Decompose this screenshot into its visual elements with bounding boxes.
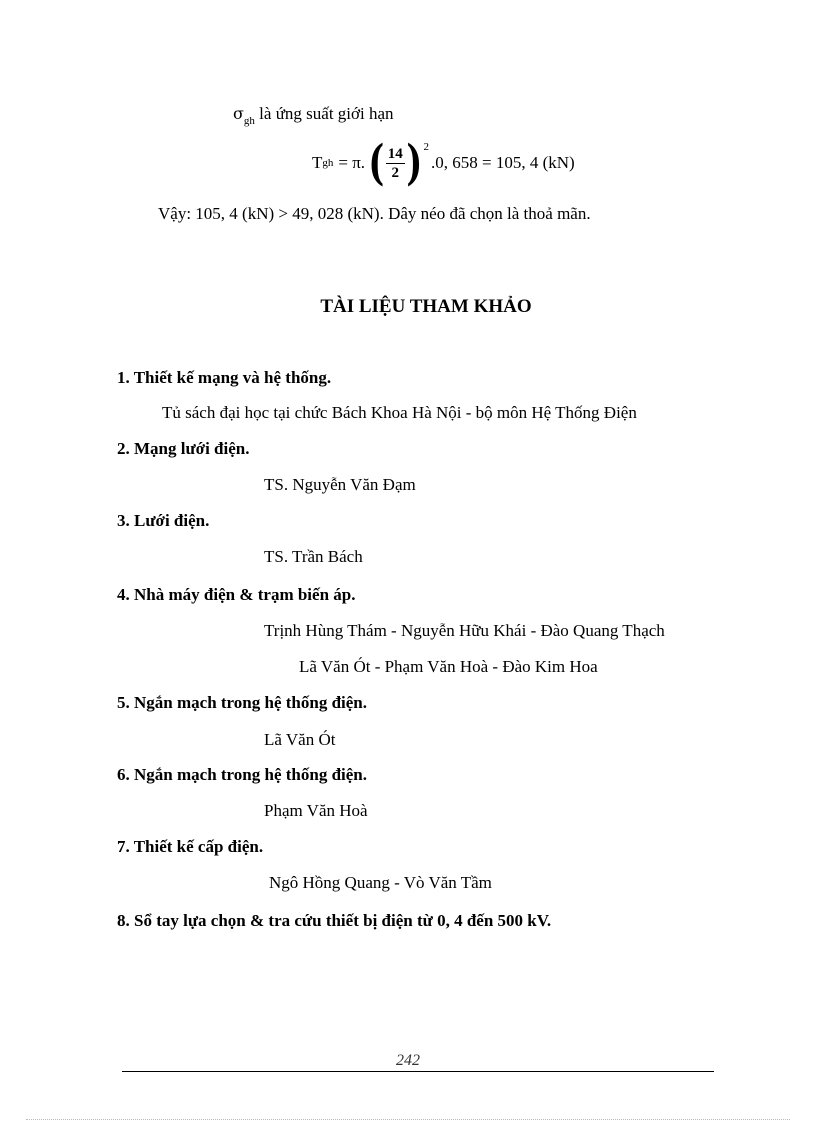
t-symbol: T bbox=[312, 153, 323, 172]
right-paren: ) bbox=[406, 135, 423, 191]
equation-pre: = π. bbox=[338, 153, 366, 172]
reference-author-2: TS. Nguyễn Văn Đạm bbox=[264, 475, 416, 494]
left-paren: ( bbox=[368, 135, 385, 191]
conclusion-text: Vậy: 105, 4 (kN) > 49, 028 (kN). Dây néo đã chọn là thoả mãn. bbox=[158, 204, 591, 223]
reference-author-1: Tủ sách đại học tại chức Bách Khoa Hà Nội - bộ môn Hệ Thống Điện bbox=[162, 403, 637, 422]
reference-title-5: 5. Ngắn mạch trong hệ thống điện. bbox=[117, 693, 367, 712]
reference-title-6: 6. Ngắn mạch trong hệ thống điện. bbox=[117, 765, 367, 784]
reference-title-7: 7. Thiết kế cấp điện. bbox=[117, 837, 264, 856]
tension-formula bbox=[312, 135, 575, 191]
reference-title-8: 8. Sổ tay lựa chọn & tra cứu thiết bị điện từ 0, 4 đến 500 kV. bbox=[117, 911, 552, 930]
reference-author-4a: Trịnh Hùng Thám - Nguyễn Hữu Khái - Đào Quang Thạch bbox=[264, 621, 665, 640]
page-number: 242 bbox=[396, 1052, 420, 1069]
exponent: 2 bbox=[423, 141, 429, 153]
sigma-subscript: gh bbox=[243, 115, 255, 127]
reference-author-3: TS. Trần Bách bbox=[264, 547, 363, 566]
t-subscript: gh bbox=[322, 157, 334, 169]
sigma-definition bbox=[233, 104, 394, 131]
reference-author-7: Ngô Hồng Quang - Vò Văn Tầm bbox=[269, 873, 492, 892]
reference-title-1: 1. Thiết kế mạng và hệ thống. bbox=[117, 368, 332, 387]
reference-title-4: 4. Nhà máy điện & trạm biến áp. bbox=[117, 585, 356, 604]
fraction-denominator: 2 bbox=[391, 164, 400, 181]
equation-post: .0, 658 = 105, 4 (kN) bbox=[431, 153, 575, 172]
page-edge-dots bbox=[26, 1119, 790, 1120]
fraction-numerator: 14 bbox=[387, 145, 403, 162]
footer-rule bbox=[122, 1071, 714, 1072]
sigma-description: là ứng suất giới hạn bbox=[259, 104, 394, 123]
fraction bbox=[386, 145, 405, 182]
reference-author-5: Lã Văn Ót bbox=[264, 730, 336, 749]
reference-title-3: 3. Lưới điện. bbox=[117, 511, 210, 530]
reference-author-6: Phạm Văn Hoà bbox=[264, 801, 368, 820]
reference-author-4b: Lã Văn Ót - Phạm Văn Hoà - Đào Kim Hoa bbox=[299, 657, 598, 676]
reference-title-2: 2. Mạng lưới điện. bbox=[117, 439, 250, 458]
references-heading: TÀI LIỆU THAM KHẢO bbox=[320, 296, 532, 317]
sigma-symbol: σ bbox=[233, 104, 244, 123]
